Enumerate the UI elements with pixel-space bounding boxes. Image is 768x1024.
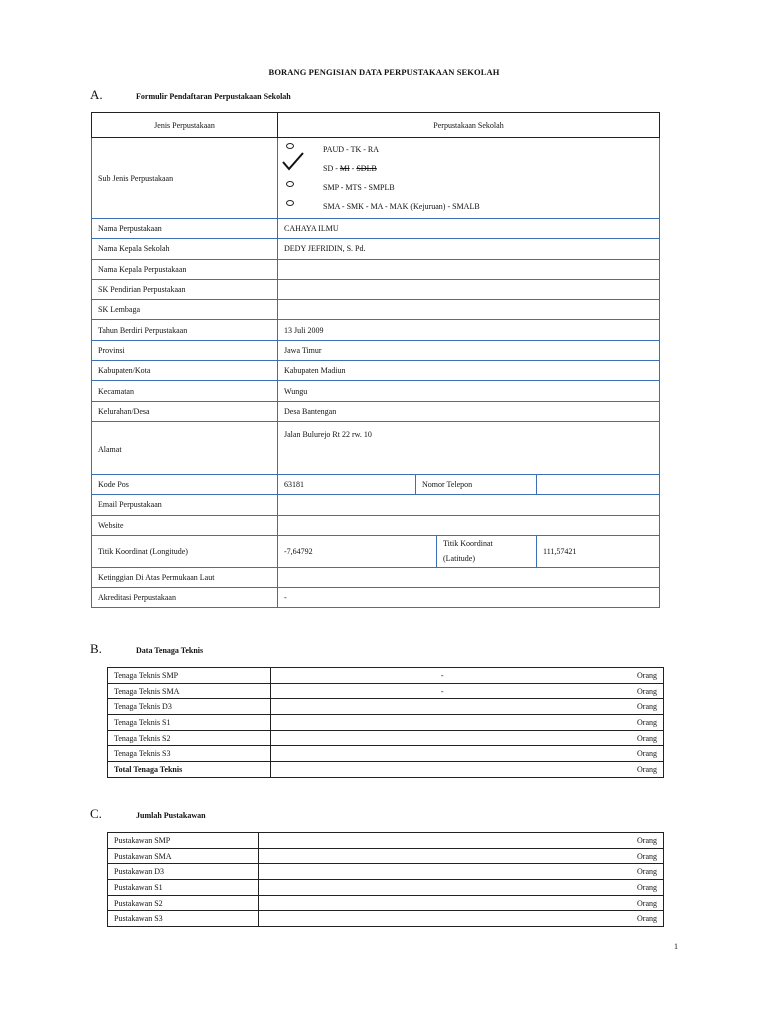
page-number: 1 <box>674 942 678 951</box>
document-title: BORANG PENGISIAN DATA PERPUSTAKAAN SEKOLAH <box>268 67 500 77</box>
table-row <box>108 668 664 684</box>
longitude-value[interactable]: -7,64792 <box>278 535 437 567</box>
row-value[interactable] <box>271 762 614 778</box>
row-nama-kepala-sekolah <box>92 239 660 259</box>
row-kelurahan <box>92 401 660 421</box>
tenaga-teknis-table <box>107 667 664 778</box>
field-value[interactable]: CAHAYA ILMU <box>278 219 660 239</box>
row-label: Pustakawan D3 <box>108 864 259 880</box>
field-label: Kelurahan/Desa <box>92 401 278 421</box>
table-row <box>108 699 664 715</box>
row-label: Tenaga Teknis S2 <box>108 730 271 746</box>
field-label: Alamat <box>92 421 278 474</box>
option-label: SD - MI - SDLB <box>323 164 377 173</box>
row-kecamatan <box>92 381 660 401</box>
field-label: Kode Pos <box>92 474 278 494</box>
option-paud[interactable] <box>278 140 659 159</box>
table-row <box>108 833 664 849</box>
row-value[interactable] <box>259 848 614 864</box>
option-label: PAUD - TK - RA <box>323 145 380 154</box>
row-unit: Orang <box>614 895 664 911</box>
row-label: Pustakawan S3 <box>108 911 259 927</box>
section-c-letter: C. <box>90 806 102 821</box>
row-provinsi <box>92 340 660 360</box>
table-row <box>108 911 664 927</box>
field-label: Kecamatan <box>92 381 278 401</box>
row-value[interactable]: - <box>271 683 614 699</box>
row-alamat <box>92 421 660 474</box>
row-nama-perpustakaan <box>92 219 660 239</box>
row-nama-kepala-perpustakaan <box>92 259 660 279</box>
row-akreditasi <box>92 588 660 608</box>
field-value[interactable] <box>278 495 660 515</box>
field-value[interactable]: Jawa Timur <box>278 340 660 360</box>
field-value[interactable]: Kabupaten Madiun <box>278 361 660 381</box>
field-label: Email Perpustakaan <box>92 495 278 515</box>
table-row <box>108 730 664 746</box>
field-value[interactable] <box>278 259 660 279</box>
header-jenis-label: Jenis Perpustakaan <box>92 113 278 138</box>
field-value[interactable] <box>278 300 660 320</box>
field-label: Titik Koordinat (Longitude) <box>92 535 278 567</box>
row-ketinggian <box>92 567 660 587</box>
field-label: SK Pendirian Perpustakaan <box>92 279 278 299</box>
radio-icon[interactable] <box>286 200 294 206</box>
header-jenis-value: Perpustakaan Sekolah <box>278 113 660 138</box>
row-sk-pendirian <box>92 279 660 299</box>
pustakawan-table <box>107 832 664 927</box>
row-value[interactable] <box>259 864 614 880</box>
option-label: SMA - SMK - MA - MAK (Kejuruan) - SMALB <box>323 202 480 211</box>
row-value[interactable] <box>259 880 614 896</box>
row-unit: Orang <box>614 848 664 864</box>
field-label: Ketinggian Di Atas Permukaan Laut <box>92 567 278 587</box>
row-value[interactable]: - <box>271 668 614 684</box>
field-label: Nama Kepala Perpustakaan <box>92 259 278 279</box>
row-label: Tenaga Teknis S1 <box>108 715 271 731</box>
field-value[interactable]: 63181 <box>278 474 416 494</box>
sub-jenis-row <box>92 138 660 219</box>
field-label: Nama Perpustakaan <box>92 219 278 239</box>
row-unit: Orang <box>614 699 664 715</box>
row-value[interactable] <box>271 746 614 762</box>
row-unit: Orang <box>614 833 664 849</box>
field-label: Nama Kepala Sekolah <box>92 239 278 259</box>
section-b-title: Data Tenaga Teknis <box>136 646 204 655</box>
row-label: Pustakawan S1 <box>108 880 259 896</box>
row-unit: Orang <box>614 683 664 699</box>
field-label: Provinsi <box>92 340 278 360</box>
option-label: SMP - MTS - SMPLB <box>323 183 395 192</box>
field-value[interactable] <box>278 515 660 535</box>
phone-label: Nomor Telepon <box>416 474 537 494</box>
row-unit: Orang <box>614 911 664 927</box>
table-row <box>108 715 664 731</box>
row-label: Tenaga Teknis D3 <box>108 699 271 715</box>
row-unit: Orang <box>614 715 664 731</box>
row-unit: Orang <box>614 668 664 684</box>
row-value[interactable] <box>259 911 614 927</box>
option-sd[interactable] <box>278 159 659 178</box>
row-unit: Orang <box>614 746 664 762</box>
row-value[interactable] <box>271 715 614 731</box>
field-label: Akreditasi Perpustakaan <box>92 588 278 608</box>
field-value[interactable]: 13 Juli 2009 <box>278 320 660 340</box>
table-header-row <box>92 113 660 138</box>
row-unit: Orang <box>614 880 664 896</box>
field-value[interactable]: - <box>278 588 660 608</box>
radio-icon[interactable] <box>286 143 294 149</box>
row-koordinat <box>92 535 660 567</box>
phone-value[interactable] <box>537 474 660 494</box>
row-label: Tenaga Teknis SMP <box>108 668 271 684</box>
section-c-title: Jumlah Pustakawan <box>136 811 206 820</box>
row-sk-lembaga <box>92 300 660 320</box>
section-a-letter: A. <box>90 87 103 102</box>
row-unit: Orang <box>614 864 664 880</box>
row-label: Total Tenaga Teknis <box>108 762 271 778</box>
row-value[interactable] <box>271 699 614 715</box>
sub-jenis-options <box>278 138 660 219</box>
field-label: Kabupaten/Kota <box>92 361 278 381</box>
row-value[interactable] <box>259 895 614 911</box>
row-kode-pos <box>92 474 660 494</box>
latitude-value[interactable]: 111,57421 <box>537 535 660 567</box>
table-row <box>108 864 664 880</box>
field-value[interactable]: DEDY JEFRIDIN, S. Pd. <box>278 239 660 259</box>
row-label: Tenaga Teknis SMA <box>108 683 271 699</box>
row-label: Pustakawan SMP <box>108 833 259 849</box>
table-row <box>108 683 664 699</box>
row-unit: Orang <box>614 762 664 778</box>
table-row <box>108 746 664 762</box>
row-website <box>92 515 660 535</box>
field-value[interactable]: Jalan Bulurejo Rt 22 rw. 10 <box>278 421 660 474</box>
total-row <box>108 762 664 778</box>
row-value[interactable] <box>259 833 614 849</box>
field-value[interactable]: Desa Bantengan <box>278 401 660 421</box>
table-row <box>108 895 664 911</box>
field-value[interactable]: Wungu <box>278 381 660 401</box>
row-unit: Orang <box>614 730 664 746</box>
field-value[interactable] <box>278 279 660 299</box>
row-email <box>92 495 660 515</box>
section-b-letter: B. <box>90 641 102 656</box>
row-kabupaten <box>92 361 660 381</box>
row-label: Pustakawan S2 <box>108 895 259 911</box>
sub-jenis-label: Sub Jenis Perpustakaan <box>92 138 278 219</box>
radio-icon[interactable] <box>286 181 294 187</box>
table-row <box>108 880 664 896</box>
row-value[interactable] <box>271 730 614 746</box>
field-value[interactable] <box>278 567 660 587</box>
row-tahun-berdiri <box>92 320 660 340</box>
row-label: Pustakawan SMA <box>108 848 259 864</box>
library-registration-table <box>91 112 660 608</box>
row-label: Tenaga Teknis S3 <box>108 746 271 762</box>
section-a-title: Formulir Pendaftaran Perpustakaan Sekolah <box>136 92 291 101</box>
latitude-label: Titik Koordinat (Latitude) <box>437 535 537 567</box>
option-sma[interactable] <box>278 197 659 216</box>
field-label: Tahun Berdiri Perpustakaan <box>92 320 278 340</box>
option-smp[interactable] <box>278 178 659 197</box>
field-label: Website <box>92 515 278 535</box>
checkmark-icon[interactable] <box>282 152 304 172</box>
field-label: SK Lembaga <box>92 300 278 320</box>
table-row <box>108 848 664 864</box>
